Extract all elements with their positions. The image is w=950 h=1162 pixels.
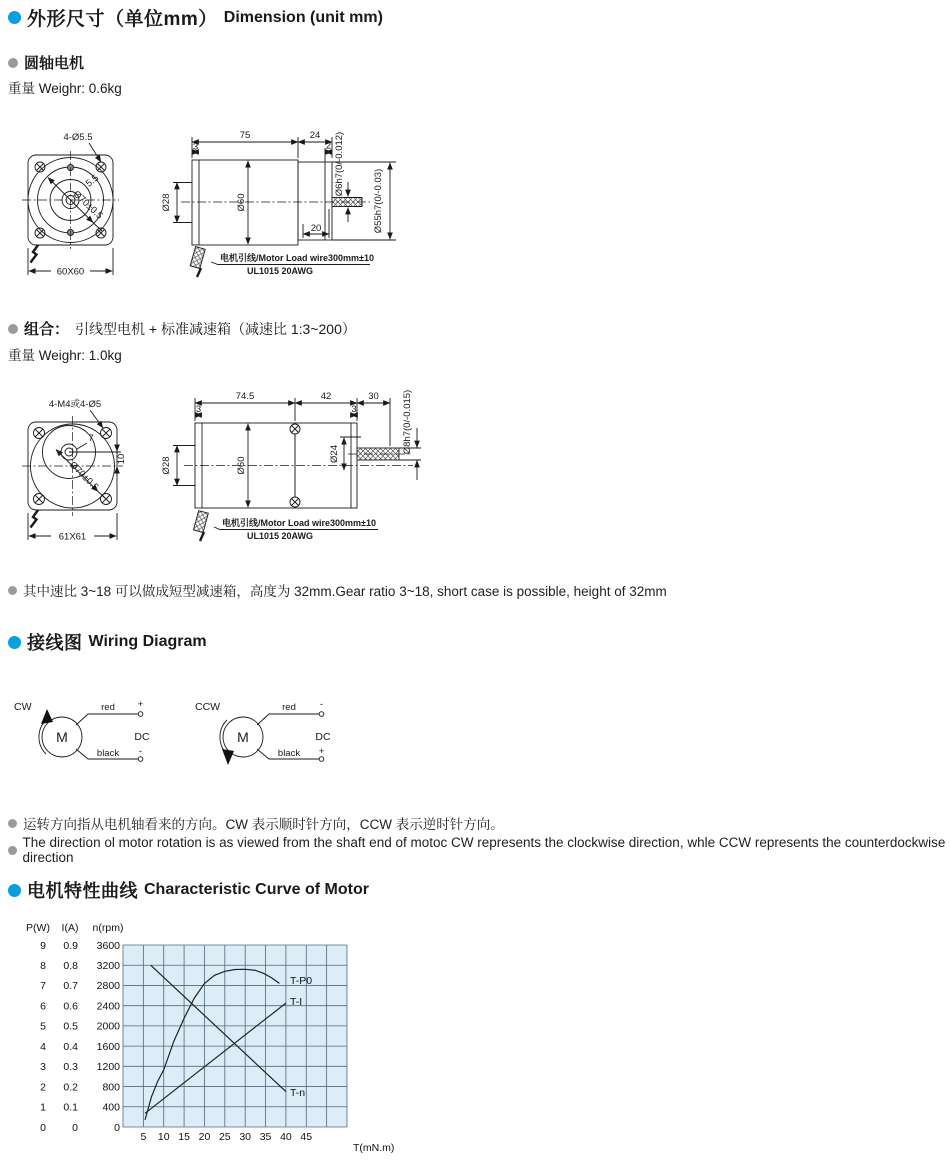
direction-note-en-text: The direction ol motor rotation is as viewed from the shaft end of motoc CW represents the clockwise direction, whle CCW represents the counterdockwise direction xyxy=(22,835,946,865)
chart-ytick-label: 5 xyxy=(40,1020,46,1033)
round-shaft-weight: 重量 Weighr: 0.6kg xyxy=(8,81,122,96)
combination-title-label: 组合： xyxy=(24,321,70,338)
chart-series-label: T-n xyxy=(289,1087,306,1100)
chart-ytick-label: 0.1 xyxy=(63,1101,78,1114)
wire-spec: UL1015 20AWG xyxy=(246,531,314,541)
combination-drawing xyxy=(18,386,448,556)
cw-dc-label: DC xyxy=(134,731,150,743)
dim-10: 10 xyxy=(116,453,127,465)
chart-xtick-label: 40 xyxy=(280,1131,292,1143)
dim-d28: Ø28 xyxy=(161,193,172,212)
chart-ytick-label: 3600 xyxy=(96,939,120,952)
chart-xtick-label: 5 xyxy=(140,1131,147,1143)
chart-ytick-label: 4 xyxy=(40,1040,46,1053)
chart-ytick-label: 0.8 xyxy=(63,960,78,973)
wiring-diagram xyxy=(8,693,348,778)
chart-xtick-label: 45 xyxy=(300,1131,313,1143)
dim-d60: Ø60 xyxy=(236,193,247,212)
dim-42: 42 xyxy=(320,391,332,402)
chart-series-label: T-I xyxy=(289,996,303,1009)
cw-black-wire-label: black xyxy=(96,748,120,759)
dim-74.5: 74.5 xyxy=(235,391,255,402)
dim-d24: Ø24 xyxy=(329,445,340,463)
dim-61x61: 61X61 xyxy=(58,531,87,543)
ccw-bottom-terminal-sign: + xyxy=(318,746,325,757)
chart-xtick-label: 20 xyxy=(198,1131,211,1143)
ccw-dc-label: DC xyxy=(315,731,331,743)
chart-ytick-label: 1600 xyxy=(96,1040,120,1053)
chart-xtick-label: 35 xyxy=(259,1131,272,1143)
wiring-title-zh: 接线图 xyxy=(27,633,83,653)
chart-ytick-label: 0.9 xyxy=(63,939,78,952)
chart-ytick-label: 9 xyxy=(40,939,46,952)
wiring-title-en: Wiring Diagram xyxy=(88,633,207,650)
dim-75: 75 xyxy=(239,130,251,141)
dim-60x60: 60X60 xyxy=(56,266,85,278)
dim-4m4: 4-M4或4-Ø5 xyxy=(48,399,102,410)
dim-3-right: 3 xyxy=(351,404,357,415)
combination-weight: 重量 Weighr: 1.0kg xyxy=(8,348,122,363)
cw-bottom-terminal-sign: - xyxy=(138,746,143,757)
dim-5.5: 5.5 xyxy=(83,172,102,190)
chart-ytick-label: 1 xyxy=(40,1101,46,1114)
cw-label: CW xyxy=(14,701,32,713)
chart-ytick-label: 2000 xyxy=(96,1020,120,1033)
direction-note-zh xyxy=(8,813,504,833)
curve-section-header xyxy=(8,877,369,903)
front-view-geometry xyxy=(22,410,123,540)
chart-ytick-label: 2800 xyxy=(96,980,120,993)
chart-ytick-label: 0.6 xyxy=(63,1000,78,1013)
round-shaft-title: 圆轴电机 xyxy=(24,55,85,72)
dim-d6h7: Ø6h7(0/-0.012) xyxy=(334,131,345,197)
chart-ytick-label: 400 xyxy=(102,1101,120,1114)
wire-note: 电机引线/Motor Load wire300mm±10 xyxy=(220,253,374,263)
gear-ratio-note xyxy=(8,580,667,600)
wire-spec: UL1015 20AWG xyxy=(246,266,314,276)
combination-subheader xyxy=(8,318,356,339)
chart-ytick-label: 2400 xyxy=(96,1000,120,1013)
cw-top-terminal-sign: + xyxy=(137,699,144,710)
subsection-bullet-icon xyxy=(8,324,18,334)
dimension-title-zh: 外形尺寸（单位mm） xyxy=(27,9,218,30)
chart-xtick-label: 10 xyxy=(157,1131,170,1143)
chart-axis-header: I(A) xyxy=(61,922,79,934)
ccw-rotation-arrow-icon xyxy=(222,749,234,765)
dim-d28: Ø28 xyxy=(161,456,172,475)
direction-note-zh-text: 运转方向指从电机轴看来的方向。CW 表示顺时针方向，CCW 表示逆时针方向。 xyxy=(23,817,504,832)
dim-7: 7 xyxy=(88,433,94,444)
chart-plot-area xyxy=(123,945,347,1127)
note-bullet-icon xyxy=(8,586,17,595)
chart-ytick-label: 0.7 xyxy=(63,980,78,993)
chart-ytick-label: 0.4 xyxy=(63,1040,78,1053)
dim-d60: Ø60 xyxy=(236,456,247,475)
dim-4xd5.5: 4-Ø5.5 xyxy=(63,132,93,143)
ccw-label: CCW xyxy=(195,701,221,713)
wiring-section-header xyxy=(8,629,207,655)
note-bullet-icon xyxy=(8,819,17,828)
dim-d70: Ø70±0.5 xyxy=(67,459,101,493)
ccw-black-wire-label: black xyxy=(277,748,301,759)
cw-red-wire-label: red xyxy=(101,702,115,713)
front-view-geometry xyxy=(22,143,119,275)
dim-24: 24 xyxy=(309,130,321,141)
chart-ytick-label: 0.3 xyxy=(63,1061,78,1074)
wire-note: 电机引线/Motor Load wire300mm±10 xyxy=(222,518,376,528)
motor-symbol: M xyxy=(237,729,249,745)
chart-xaxis-label: T(mN.m) xyxy=(353,1142,395,1154)
dim-20: 20 xyxy=(310,223,322,234)
chart-ytick-label: 7 xyxy=(40,980,46,993)
dim-30: 30 xyxy=(368,391,379,402)
chart-xtick-label: 25 xyxy=(218,1131,231,1143)
curve-title-zh: 电机特性曲线 xyxy=(27,881,138,901)
section-bullet-icon xyxy=(8,636,21,649)
cw-rotation-arrow-icon xyxy=(41,709,53,724)
dim-d55h7: Ø55h7(0/-0.03) xyxy=(373,168,384,234)
round-shaft-subheader xyxy=(8,52,84,73)
chart-ytick-label: 0 xyxy=(40,1121,46,1134)
subsection-bullet-icon xyxy=(8,58,18,68)
chart-ytick-label: 8 xyxy=(40,960,46,973)
chart-ytick-label: 6 xyxy=(40,1000,46,1013)
dim-d70: Ø70±0.5 xyxy=(70,188,105,222)
ccw-top-terminal-sign: - xyxy=(319,699,324,710)
ccw-red-wire-label: red xyxy=(282,702,296,713)
chart-xtick-label: 30 xyxy=(239,1131,252,1143)
chart-ytick-label: 0.5 xyxy=(63,1020,78,1033)
chart-ytick-label: 3 xyxy=(40,1061,46,1074)
chart-ytick-label: 3200 xyxy=(96,960,120,973)
combination-title-rest: 引线型电机 + 标准减速箱（减速比 1:3~200） xyxy=(75,320,356,337)
dim-d8h7: Ø8h7(0/-0.015) xyxy=(402,389,413,455)
characteristic-curve-chart xyxy=(12,912,422,1162)
cw-circuit xyxy=(14,699,150,761)
chart-ytick-label: 2 xyxy=(40,1081,46,1094)
dim-2: 2 xyxy=(325,140,332,152)
chart-xtick-label: 15 xyxy=(178,1131,190,1143)
chart-axis-header: P(W) xyxy=(26,922,50,934)
dimension-title-en: Dimension (unit mm) xyxy=(223,8,383,26)
chart-ytick-label: 0 xyxy=(114,1121,120,1134)
chart-ytick-label: 0 xyxy=(72,1121,78,1134)
motor-symbol: M xyxy=(56,729,68,745)
gear-ratio-note-text: 其中速比 3~18 可以做成短型减速箱，高度为 32mm.Gear ratio 3~18, short case is possible, height of 32mm xyxy=(23,584,667,599)
chart-series-label: T-P0 xyxy=(289,974,313,987)
section-bullet-icon xyxy=(8,884,21,897)
chart-ytick-label: 1200 xyxy=(96,1061,120,1074)
dim-3: 3 xyxy=(192,141,199,153)
chart-ytick-label: 0.2 xyxy=(63,1081,78,1094)
dimension-section-header xyxy=(8,4,383,31)
ccw-circuit xyxy=(195,699,331,765)
chart-axis-header: n(rpm) xyxy=(92,922,124,934)
round-shaft-drawing xyxy=(18,112,428,287)
section-bullet-icon xyxy=(8,11,21,24)
note-bullet-icon xyxy=(8,846,17,855)
direction-note-en xyxy=(8,835,950,865)
curve-title-en: Characteristic Curve of Motor xyxy=(144,881,369,898)
chart-ytick-label: 800 xyxy=(102,1081,120,1094)
dim-3-left: 3 xyxy=(195,404,202,415)
